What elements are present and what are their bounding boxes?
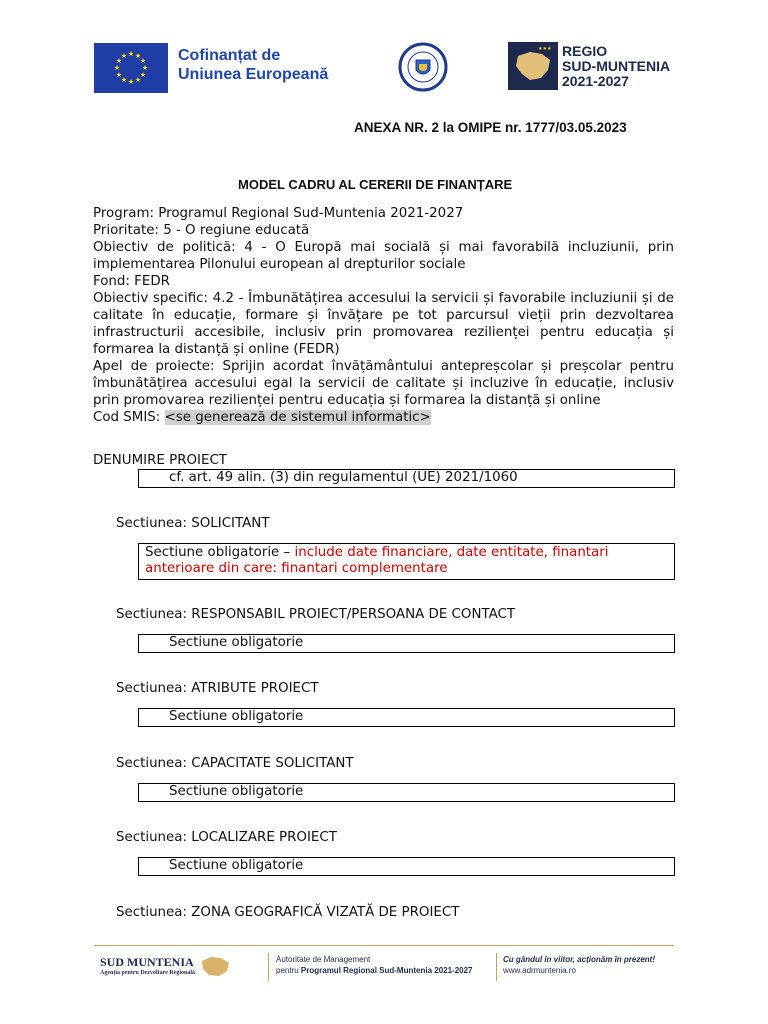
svg-text:★: ★: [134, 76, 142, 84]
svg-text:★: ★: [127, 78, 135, 86]
program-line: Program: Programul Regional Sud-Muntenia 2021-2027: [93, 206, 464, 221]
fund-line: Fond: FEDR: [93, 274, 170, 289]
svg-text:★: ★: [139, 57, 147, 65]
eu-line-1: Cofinanțat de: [178, 47, 281, 64]
section-solicitant-label: Sectiunea: SOLICITANT: [116, 516, 270, 531]
svg-text:★: ★: [139, 71, 147, 79]
svg-text:★: ★: [141, 64, 149, 72]
romanian-government-seal-icon: [398, 42, 448, 92]
capacitate-box-text: Sectiune obligatorie: [169, 784, 304, 799]
regio-line-3: 2021-2027: [562, 73, 629, 89]
footer-divider: [94, 945, 674, 946]
policy-objective-line: Obiectiv de politică: 4 - O Europă mai socială și mai favorabilă incluziunii, prin implementarea Pilonului european al drepturilor sociale: [93, 240, 674, 272]
footer-separator-1: [268, 953, 269, 981]
call-line: Apel de proiecte: Sprijin acordat învățământului antepreșcolar și preșcolar pentru îmbunătățirea accesului egal la servicii de calitate și incluzive în educație, inclusiv prin promovarea rezilienței pentru educația și formarea la distanță și online: [93, 359, 674, 408]
footer-authority-line-1: Autoritate de Management: [276, 955, 371, 964]
footer-logo-line-2: Agenția pentru Dezvoltare Regională: [100, 969, 196, 976]
project-name-label: DENUMIRE PROIECT: [93, 453, 227, 468]
program-info-block: [93, 205, 674, 426]
project-name-box: [138, 469, 675, 488]
eu-line-2: Uniunea Europeană: [178, 66, 329, 83]
localizare-box-text: Sectiune obligatorie: [169, 858, 304, 873]
section-localizare-box: [138, 857, 675, 876]
svg-text:★: ★: [120, 52, 128, 60]
section-atribute-label: Sectiunea: ATRIBUTE PROIECT: [116, 681, 319, 696]
regio-text: [562, 44, 670, 89]
region-map-icon: [199, 953, 233, 979]
svg-text:★★★: ★★★: [538, 46, 552, 52]
section-localizare-label: Sectiunea: LOCALIZARE PROIECT: [116, 830, 337, 845]
eu-cofinancing-text: [178, 46, 328, 84]
footer-logo-line-1: SUD MUNTENIA: [100, 954, 194, 969]
regio-map-logo: [508, 42, 558, 90]
section-zona-label: Sectiunea: ZONA GEOGRAFICĂ VIZATĂ DE PROIECT: [116, 905, 460, 920]
smis-line: [93, 409, 674, 426]
document-title: MODEL CADRU AL CERERII DE FINANȚARE: [238, 177, 513, 192]
smis-label: Cod SMIS:: [93, 410, 161, 425]
specific-objective-line: Obiectiv specific: 4.2 - Îmbunătățirea accesului la servicii și favorabile incluziunii și de calitate în educație, formare și învățare pe tot parcursul vieții prin dezvoltarea infrastructurii accesibile, inclusiv prin promovarea rezilienței pentru educația și formarea la distanță și online (FEDR): [93, 291, 674, 357]
footer-motto-block: [503, 954, 655, 976]
eu-flag-logo: [94, 43, 168, 93]
project-name-box-text: cf. art. 49 alin. (3) din regulamentul (UE) 2021/1060: [169, 470, 518, 485]
svg-text:★: ★: [120, 76, 128, 84]
sud-muntenia-footer-logo: [100, 953, 270, 983]
svg-text:★: ★: [127, 50, 135, 58]
regio-line-2: SUD-MUNTENIA: [562, 58, 671, 74]
section-capacitate-label: Sectiunea: CAPACITATE SOLICITANT: [116, 756, 354, 771]
svg-text:★: ★: [115, 57, 123, 65]
atribute-box-text: Sectiune obligatorie: [169, 709, 304, 724]
svg-text:★: ★: [113, 64, 121, 72]
section-responsabil-box: [138, 634, 675, 653]
footer-website-link[interactable]: www.adrmuntenia.ro: [503, 966, 576, 975]
footer-authority-prefix: pentru: [276, 966, 301, 975]
footer-program-name: Programul Regional Sud-Muntenia 2021-2027: [300, 966, 473, 975]
section-capacitate-box: [138, 783, 675, 802]
svg-text:★: ★: [134, 52, 142, 60]
annex-reference: ANEXA NR. 2 la OMIPE nr. 1777/03.05.2023: [354, 120, 627, 135]
smis-value: <se generează de sistemul informatic>: [164, 410, 431, 425]
section-atribute-box: [138, 708, 675, 727]
solicitant-box-mandatory: Sectiune obligatorie –: [145, 545, 295, 560]
regio-line-1: REGIO: [562, 43, 608, 59]
footer-management-authority: [276, 954, 473, 976]
section-responsabil-label: Sectiunea: RESPONSABIL PROIECT/PERSOANA DE CONTACT: [116, 607, 516, 622]
priority-line: Prioritate: 5 - O regiune educată: [93, 223, 310, 238]
section-solicitant-box: [138, 543, 675, 580]
footer-motto: Cu gândul în viitor, acționăm în prezent!: [503, 955, 656, 964]
footer-separator-2: [496, 953, 497, 981]
svg-text:★: ★: [115, 71, 123, 79]
solicitant-box-note: include date financiare, date entitate, finantari anterioare din care: finantari complementare: [145, 545, 609, 576]
responsabil-box-text: Sectiune obligatorie: [169, 635, 304, 650]
